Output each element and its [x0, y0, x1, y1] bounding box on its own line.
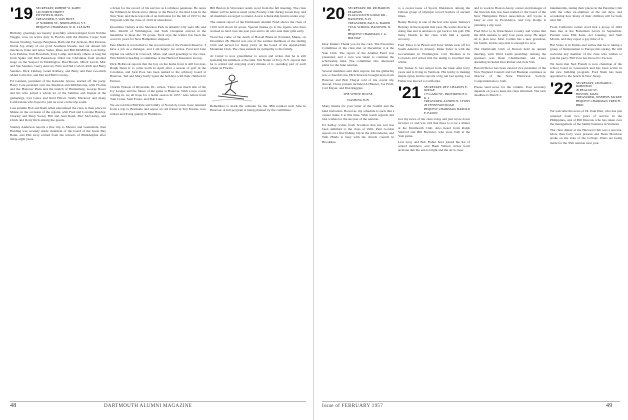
officer-line: 28 TENNYSON ROAD: [423, 103, 454, 108]
column-paragraph: We are told that Bill Yale and family of Norwich, Conn. have returned from a trip to Bermuda and report an old friend in Ted Fenton, now retired and living quietly in Hamilton.: [110, 103, 206, 116]
class-year: '19: [10, 6, 33, 23]
right-page: [314, 0, 628, 420]
officer-line: TREASURER, JOSEPH B. MCKEE: [575, 95, 622, 100]
officer-line: SECRETARY, ROBERT W. KAHN: [35, 6, 81, 10]
right-column-2: [398, 6, 470, 402]
column-paragraph: Fred Tabor is in Brazil and Tony Walsh took off for South America in January. Duke Tabor is with the Government in Washington. Carl Thoman is in Colorado and writes that the skiing is excellent this winter.: [398, 43, 470, 64]
skier-cartoon: [210, 72, 306, 102]
column-paragraph: Many thanks for your letter of the twelfth and the kind invitation. However, my schedule is such that I cannot make it at this time. With warm regards and best wishes for the success of the reunion.: [322, 104, 394, 121]
skier-illustration-icon: [210, 72, 254, 102]
column-paragraph: Hal Stone is in Dallas and writes that he is taking a group of businessmen to Europe this spring. He will welcome any member of the class who wishes to join the party. Bill Vose has moved to Tucson.: [550, 43, 622, 60]
class-officers: [424, 85, 470, 116]
column-paragraph: Pete Martin is reconciled to the second term of the Federal Reserve. 'I have a job as a manager, and I am happy,' he writes. Fred and Jane Ogden are settled in Concord, Mass. and send greetings to the class. Win Smith is heading a committee of the Hartford Insurance Group.: [110, 43, 206, 60]
column-paragraph: Ed Gannett, president of the Kenosha Jaycee, started off the party. Harry Cole presided over the Madison and Middletown, with Florida and the Hanover Plain and the launch of Hattiesburg. George Rowe and his wife joined a whole lot of the families and friends at the gatherings, Lyn Gates and Reid Elliott, Wally Macleod, and many Californians who hoped to join us soon on the trip south.: [10, 78, 106, 104]
officer-line: SECRETARY, DR. RICHARD H. PEARSON: [347, 6, 391, 14]
letter-heading: WASHINGTON: [347, 98, 369, 103]
class-officers: [36, 6, 90, 29]
column-paragraph: Got my news of the class today and just wrote down October 11 and was told that there is to be a dinner at the Dartmouth Club. Also heard from Ralph Sanford and Bill Brewster, who were both at the Yale game.: [398, 117, 470, 138]
officer-line: BEQUEST CHAIRMAN, FRED H. BIRD: [575, 99, 621, 107]
class-officers: [348, 6, 394, 40]
column-paragraph: Jim Tucker Jr. has retired from the bank after forty years and is living in Vermont. His hobby is making maple syrup and he reports a big run last spring. Les Fisher has moved to California.: [398, 66, 470, 83]
class-header: [550, 78, 622, 108]
column-paragraph: and to work in Boston Avery, owner and manager of the Newark Inn, has been named to the board of the New Hampshire Hotel Association. Alf Lyons is busy as ever in Providence, and Cap Dodge is planning a trip west.: [474, 6, 546, 27]
left-column-2: [110, 6, 206, 402]
letter-heading: THE WHITE HOUSE: [343, 92, 373, 97]
column-paragraph: We learn that Ned French is now chairman of the school board in Greenwich and has been active in the new building program. Fred Nash has been appointed to the bench in New Jersey.: [550, 61, 622, 79]
column-paragraph: Bill Burton in Worcester sends word from the fall meeting. The class dinner will be held as usual at the Faculty Club during Green Key, and all members are urged to attend. A new scholarship fund is under way.: [210, 6, 306, 19]
officer-line: TREASURER, PAUL G. BAKER: [347, 20, 391, 25]
class-year: '22: [550, 78, 573, 98]
column-paragraph: Ed Kelley writes from Scranton that his son has been admitted to the class of 1961. Paul Gordon reports on a fine fishing trip in the Adirondacks, and Walt Hinds is busy with the church council in Brookline.: [322, 122, 394, 144]
left-footer-rule: [10, 401, 306, 402]
column-paragraph: to a recent issue of Sports Illustrated, among the famous group of Olympic record holders of ancient times.: [398, 6, 470, 19]
officer-line: PITTSFIELD, MASS.: [35, 13, 64, 18]
column-paragraph: From California comes word that a group of 1922 men met at the Bohemian Grove in September. Present were Phil Kent, Art Lansing, and Sam Morris, and they report a gay time of it.: [550, 24, 622, 42]
officer-line: SECRETARY, LEONARD L. ROBINSON: [575, 80, 613, 89]
left-page-number: 48: [10, 403, 17, 409]
column-paragraph: We welcome the news of Dr. Paul Hart, who has just returned from two years of service in the Philippines, and of Bill Duncan, who has taken over the management of the family business in Vermont.: [550, 109, 622, 126]
officer-line: 49 BEACON ST.: [575, 87, 598, 92]
left-footer-title: DARTMOUTH ALUMNI MAGAZINE: [104, 404, 193, 409]
column-paragraph: Several members sent their regrets, but the gathering was a cheerful one. Dick Pearson brought news from Hanover and Bob Thayer told of his recent trip abroad. Those present included Al Barnes, Joe Fitch, Carl Meyer, and Dan Ruggles.: [322, 69, 394, 90]
column-paragraph: Al Cutter is now grandfather to seven and writes that he is still spending his summers at the lake. Jim Nolan of Troy, N.Y. reports that he is retired and enjoying every minute of it, spending part of each winter in Florida.: [210, 53, 306, 71]
column-paragraph: Dear Kinnie: Thank you for the card. The Executive Committee of the class met on December 4 at the Yale Club. The report of the Alumni Fund was presented, and a vote was taken to continue the scholarship fund. The committee also discussed plans for the June reunion.: [322, 42, 394, 68]
column-paragraph: Benny Harvey is one of the few who spent Tenney's Holiday in the hospital this year. He writes that he is doing fine and is anxious to get back to his golf. His many friends in the class wish him a speedy recovery.: [398, 20, 470, 42]
officer-line: SECRETARY, REV. CHARLES E. DODGE: [423, 84, 468, 93]
column-paragraph: a ticket for the record of his service as Lochmore pensions. He notes the Edmund de Klerk and a dinner at the Hotel to the Red Lion in the New Year, and there was talk of an invitation for the fall of 1957 to the Wigwam with the class of 1919 in attendance.: [110, 6, 206, 23]
officer-line: 47 SUMMER ST., SPRINGFIELD, VT.: [35, 20, 86, 25]
class-header: [398, 82, 470, 116]
column-paragraph: Remember to mark the calendar for the 38th reunion next June in Hanover. A full program is being planned by the committee.: [210, 104, 306, 113]
class-officers: [576, 81, 622, 108]
officer-line: TUCK SCHOOL, HANOVER, N. H.: [347, 24, 391, 33]
class-header: [322, 6, 394, 40]
left-column-1: [10, 6, 106, 402]
column-paragraph: Word has come of the death of Harold Blake in Portland, Maine, on December 28. Harold was one of the earliest members of the Outing Club and served for many years on the board of the Appalachian Mountain Club. The class extends its sympathy to his family.: [210, 34, 306, 52]
column-paragraph: December visitors at the Sheraton Park in Atlantic City were Mr. and Mrs. Merrill of Wilmington, and Tuck Chapman arrived in the meantime to meet the '19 group. Tuck says the winter has been the worst in years for New Hampshire shippers.: [110, 24, 206, 42]
officer-line: BOSTON, MASS.: [575, 91, 600, 96]
column-paragraph: innumerable, taking their places in the Paradise Club with the other ex-alumnae of the old days, and wondering how many of their children will be back next fall.: [550, 6, 622, 23]
class-header: [10, 6, 106, 29]
column-paragraph: Birthday greetings are hereby gratefully acknowledged from Nobbie Wiggin, now on active duty in Florida with the Marine Corps; both Nossie Nosting, George Berghaus, Ham and Pat Jackson, Hal Parsons, Nobie Joy, many of our good Southern friends, and our annual fall luncheon, Knut and Alice Sutter, Rhea and Bill McMillan, Lou Kirby, Lew Perkins, Tom Bowditch, Tony Lamp, and many others. A long list from Spike and Deb Peekadoop filled our Christmas from another stage on the Seaport in Washington. Bud Brown, Mitch Lewis, Mac and Sue Sanders, Gerry Anscott, Fritz and Del Corlett, Rich and Betty Sanders, Dick Lindsay, Grant Rothery, and Betty and Pete Goodrich added to the list, and Del and Bill Crowley.: [10, 31, 106, 77]
officer-line: BEQUEST CHAIRMAN, W. R. CLEAVES: [35, 24, 91, 29]
column-paragraph: Stanley Anderson reports a fine trip to Mexico and Guatemala, Ken Harding was recently made chairman of the board of the Great Bay Bank, and Phil Gray retired from the schools of Philadelphia after thirty-eight years.: [10, 124, 106, 141]
right-column-3: [474, 6, 546, 402]
officer-line: TREASURER, ALFRED N. LYONS: [423, 99, 470, 104]
right-footer-title: Issue of FEBRUARY 1957: [322, 404, 384, 409]
officer-line: 175 GANO ST., PROVIDENCE 6, R. I.: [423, 92, 468, 100]
column-paragraph: Dick Holbrook reports that the bay on the home front is still hot-iron. Ralph Dean is to come north in April after a season of golf in the Carolinas, and Jack Poor has been named to the advisory board at Hanover. Ted and Mary Kelly spent the holidays with their children in Denver.: [110, 61, 206, 83]
column-paragraph: The annual report of the Dartmouth Alumni Fund shows the class of 1919 well above its quota. Special thanks go to the agents who have worked so hard over the past year and to all who sent their gifts early.: [210, 20, 306, 33]
column-paragraph: Harold Pierce has been elected vice president of the New England Council and Gil Brennan continues as director of the State Historical Society. Congratulations to both.: [474, 66, 546, 83]
column-paragraph: Lew Gray and Bob Fisher have joined the list of retired members, and Hank Wilson writes from Arizona that the sun is bright and the air is clear.: [398, 140, 470, 153]
right-column-4: [550, 6, 622, 402]
column-paragraph: Fred Prior is in Westchester County and writes that the 40th reunion is only four years away. He urges all to plan now. Mort Collins has a new grandson, his fourth, and he says that is enough for now.: [474, 28, 546, 46]
officer-line: 140 NORTH STREET: [35, 9, 64, 14]
right-footer-rule: [322, 401, 620, 402]
right-column-1: [322, 6, 394, 402]
column-paragraph: The Dartmouth Club of Detroit held its annual meeting, with Ward Lamb presiding. Among the speakers was Dean Chamberlain, and 21ers attending included Don Parker and Jack Vail.: [474, 47, 546, 64]
officer-line: PLAZA SOUTH LODGE RD., HANOVER, N. H.: [347, 13, 387, 22]
left-column-3: [210, 6, 306, 402]
class-year: '20: [322, 6, 345, 23]
column-paragraph: The class dinner at the Harvard Club was a success. More than forty were present and Dean Morrison spoke on the state of the College. Plans are being made for the 35th reunion next year.: [550, 128, 622, 145]
class-year: '21: [398, 82, 421, 102]
column-paragraph: Please send news for the column. Your secretary depends on you to keep the class informed. The next deadline is March 1.: [474, 84, 546, 97]
officer-line: BEQUEST CHAIRMAN, HAROLD E. EATON: [423, 106, 470, 115]
column-paragraph: Last autumn Bob and Ruth Allen entertained the class at their place in Maine on the occasion of the regatta, with Fred and Lorraine Hawley, Charley and Mary Sweet, Bill and Jean Rand, Mac McCauley, and Chick and Dotty Rich among the guests.: [10, 105, 106, 123]
officer-line: TREASURER, F. WAY HOYT: [35, 17, 75, 22]
column-paragraph: Charlie Watson of Riverside, Ill., writes, 'There was much talk of the Ivy League and the future of the game at Hanover. With a new coach coming in, we all hope for a better season in 1957.' Also letters from Tom Crane, Sam Foster, and Bob Lane.: [110, 84, 206, 102]
officer-line: BEQUEST CHAIRMAN, J. A. HOLWAY: [347, 31, 387, 40]
right-page-number: 49: [606, 403, 613, 409]
